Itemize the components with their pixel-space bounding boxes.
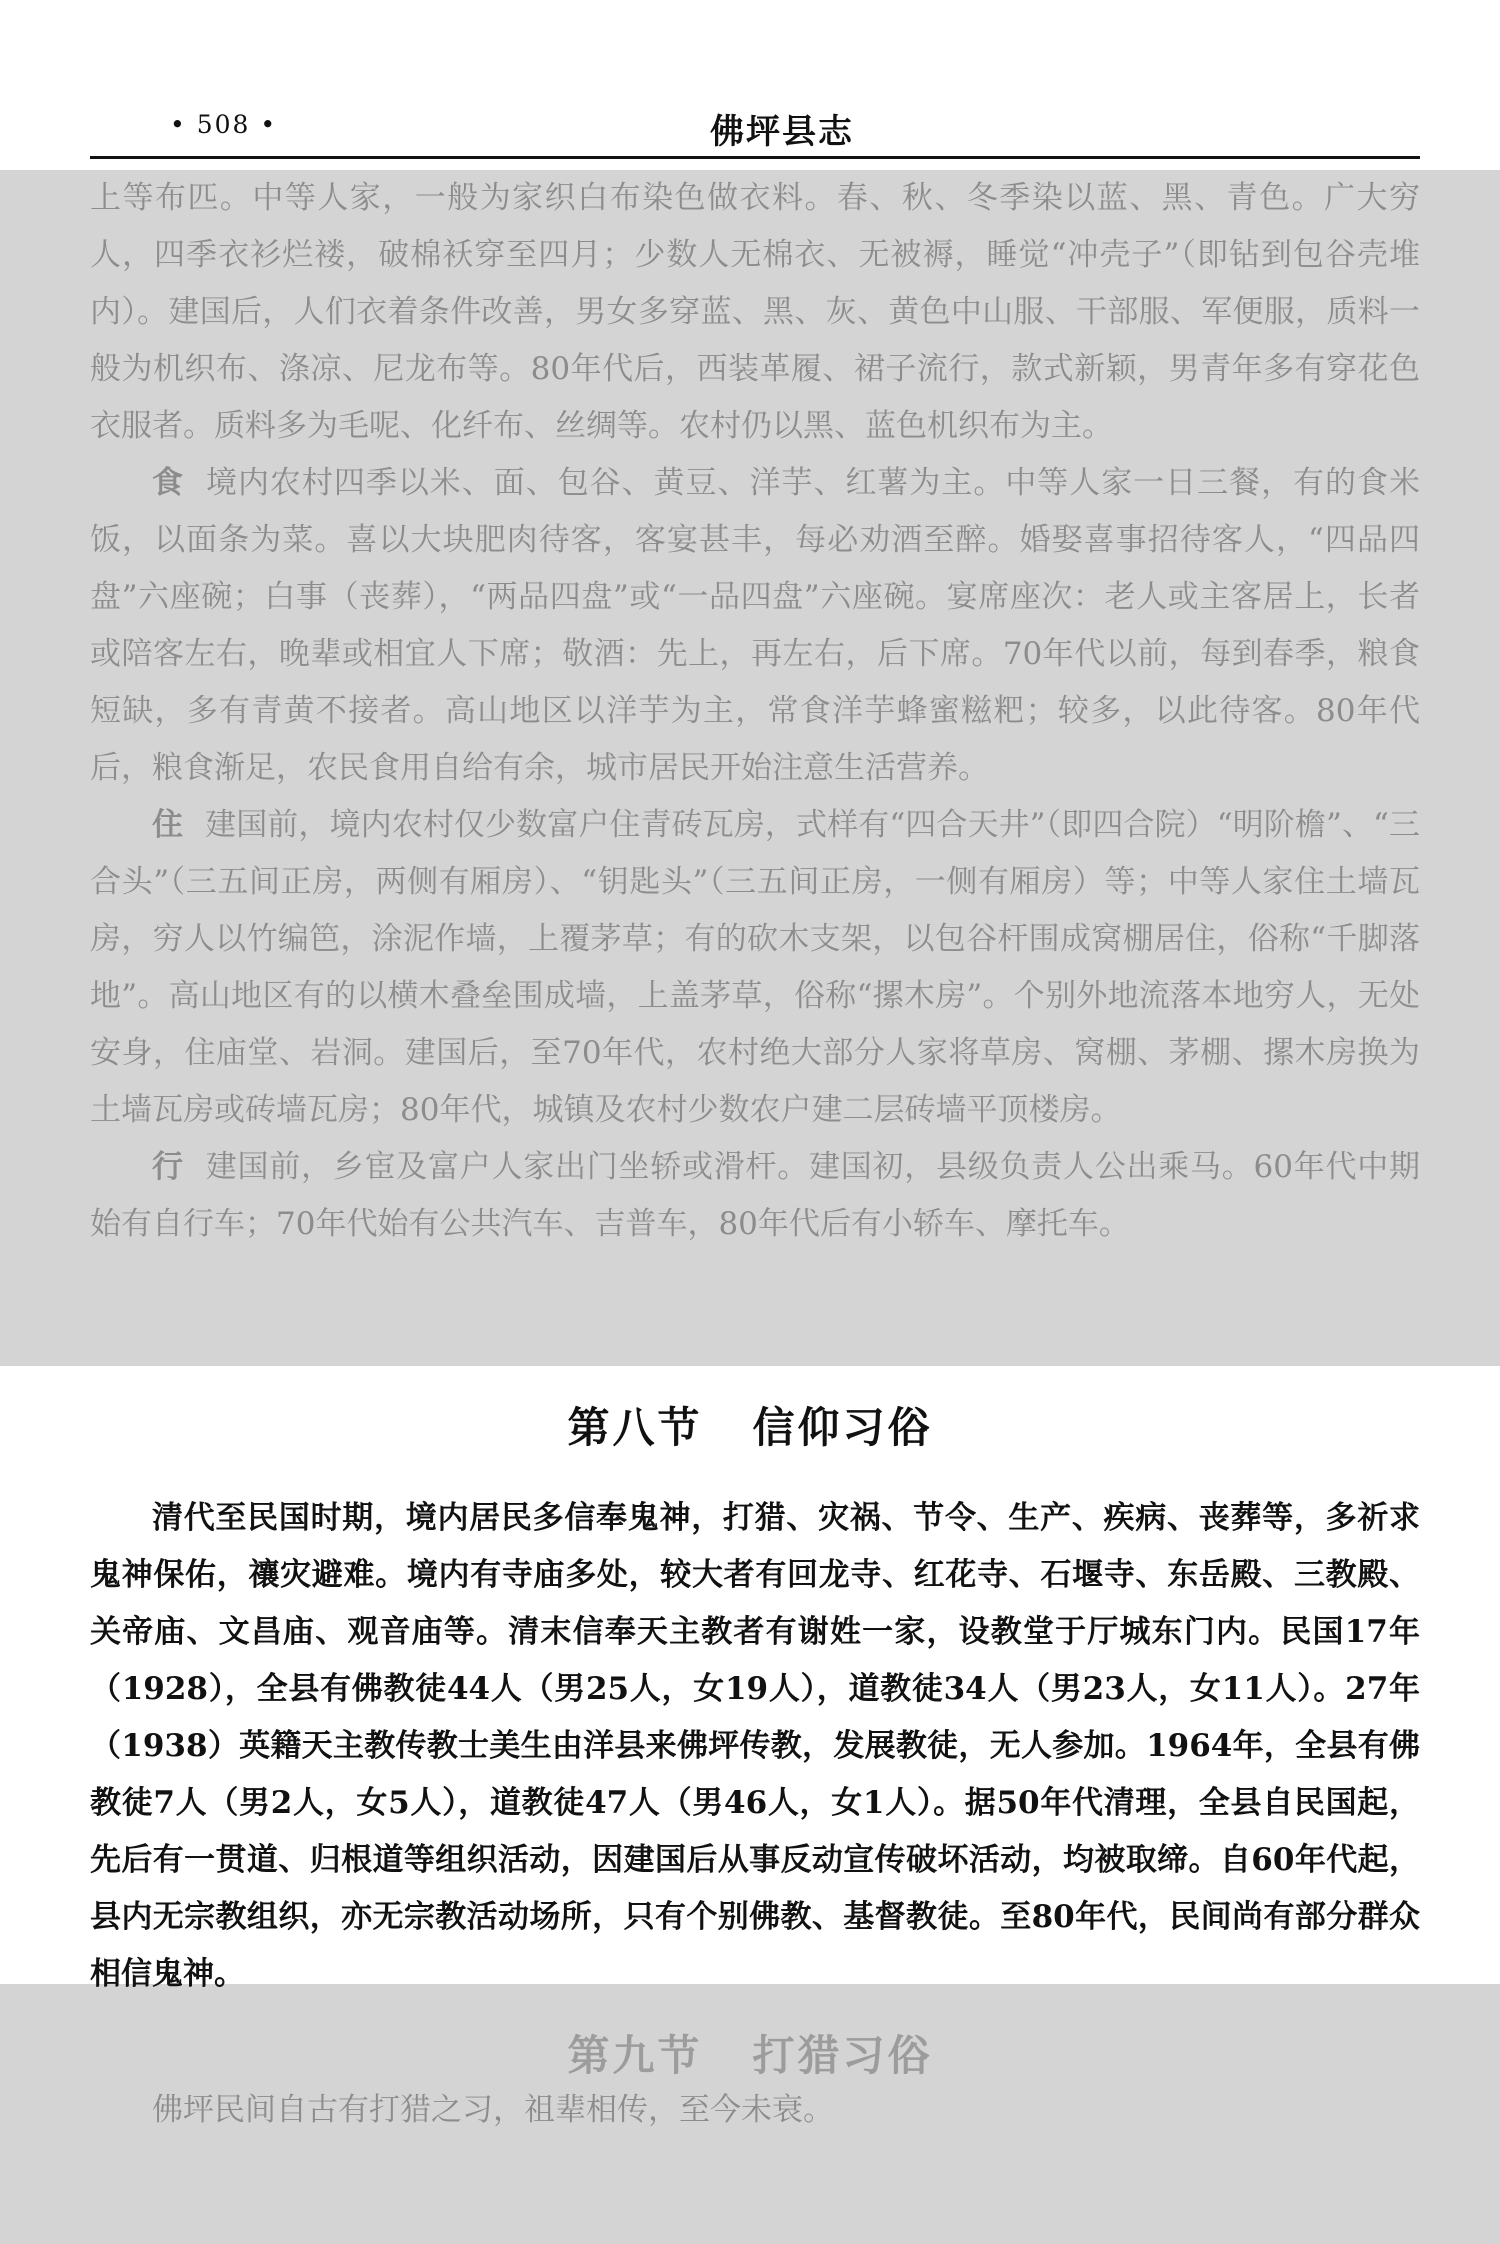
running-head: [170, 110, 1420, 150]
section-8-body: [90, 1490, 1420, 2003]
section-9-body: [90, 2082, 1420, 2139]
term-transport: 行: [152, 1149, 184, 1185]
paragraph-clothing-continued: 上等布匹。中等人家，一般为家织白布染色做衣料。春、秋、冬季染以蓝、黑、青色。广大穷人，四季衣衫烂褛，破棉袄穿至四月；少数人无棉衣、无被褥，睡觉“冲壳子”（即钻到包谷壳堆内）。建国后，人们衣着条件改善，男女多穿蓝、黑、灰、黄色中山服、干部服、军便服，质料一般为机织布、涤凉、尼龙布等。80年代后，西装革履、裙子流行，款式新颖，男青年多有穿花色衣服者。质料多为毛呢、化纤布、丝绸等。农村仍以黑、蓝色机织布为主。: [90, 180, 1420, 444]
paragraph-religion: 清代至民国时期，境内居民多信奉鬼神，打猎、灾祸、节令、生产、疾病、丧葬等，多祈求鬼神保佑，禳灾避难。境内有寺庙多处，较大者有回龙寺、红花寺、石堰寺、东岳殿、三教殿、关帝庙、文昌庙、观音庙等。清末信奉天主教者有谢姓一家，设教堂于厅城东门内。民国17年（1928），全县有佛教徒44人（男25人，女19人），道教徒34人（男23人，女11人）。27年（1938）英籍天主教传教士美生由洋县来佛坪传教，发展教徒，无人参加。1964年，全县有佛教徒7人（男2人，女5人），道教徒47人（男46人，女1人）。据50年代清理，全县自民国起，先后有一贯道、归根道等组织活动，因建国后从事反动宣传破坏活动，均被取缔。自60年代起，县内无宗教组织，亦无宗教活动场所，只有个别佛教、基督教徒。至80年代，民间尚有部分群众相信鬼神。: [90, 1500, 1420, 1992]
section-8-heading: [0, 1395, 1500, 1455]
header-rule: [90, 156, 1420, 159]
housing-text: 建国前，境内农村仅少数富户住青砖瓦房，式样有“四合天井”（即四合院）“明阶檐”、“三合头”（三五间正房，两侧有厢房）、“钥匙头”（三五间正房，一侧有厢房）等；中等人家住土墙瓦房，穷人以竹编笆，涂泥作墙，上覆茅草；有的砍木支架，以包谷杆围成窝棚居住，俗称“千脚落地”。高山地区有的以横木叠垒围成墙，上盖茅草，俗称“摞木房”。个别外地流落本地穷人，无处安身，住庙堂、岩洞。建国后，至70年代，农村绝大部分人家将草房、窝棚、茅棚、摞木房换为土墙瓦房或砖墙瓦房；80年代，城镇及农村少数农户建二层砖墙平顶楼房。: [90, 807, 1420, 1128]
book-title: 佛坪县志: [710, 112, 854, 152]
paragraph-hunting: 佛坪民间自古有打猎之习，祖辈相传，至今未衰。: [152, 2092, 834, 2128]
section-8-number: 第八节: [567, 1403, 703, 1452]
food-text: 境内农村四季以米、面、包谷、黄豆、洋芋、红薯为主。中等人家一日三餐，有的食米饭，以面条为菜。喜以大块肥肉待客，客宴甚丰，每必劝酒至醉。婚娶喜事招待客人，“四品四盘”六座碗；白事（丧葬），“两品四盘”或“一品四盘”六座碗。宴席座次：老人或主客居上，长者或陪客左右，晚辈或相宜人下席；敬酒：先上，再左右，后下席。70年代以前，每到春季，粮食短缺，多有青黄不接者。高山地区以洋芋为主，常食洋芋蜂蜜糍粑；较多，以此待客。80年代后，粮食渐足，农民食用自给有余，城市居民开始注意生活营养。: [90, 465, 1421, 786]
section-8-title: 信仰习俗: [752, 1403, 933, 1452]
transport-text: 建国前，乡宦及富户人家出门坐轿或滑杆。建国初，县级负责人公出乘马。60年代中期始有自行车；70年代始有公共汽车、吉普车，80年代后有小轿车、摩托车。: [90, 1149, 1421, 1242]
section-9-title: 打猎习俗: [752, 2031, 933, 2080]
section-9-heading: [0, 2023, 1500, 2083]
page-number: • 508 •: [170, 110, 278, 139]
paragraph-housing: [90, 797, 1420, 1139]
paragraph-food: [90, 455, 1420, 797]
section-9-number: 第九节: [567, 2031, 703, 2080]
term-food: 食: [152, 465, 184, 501]
customs-continued-text: [90, 170, 1420, 1253]
term-housing: 住: [152, 807, 184, 843]
paragraph-transport: [90, 1139, 1420, 1253]
